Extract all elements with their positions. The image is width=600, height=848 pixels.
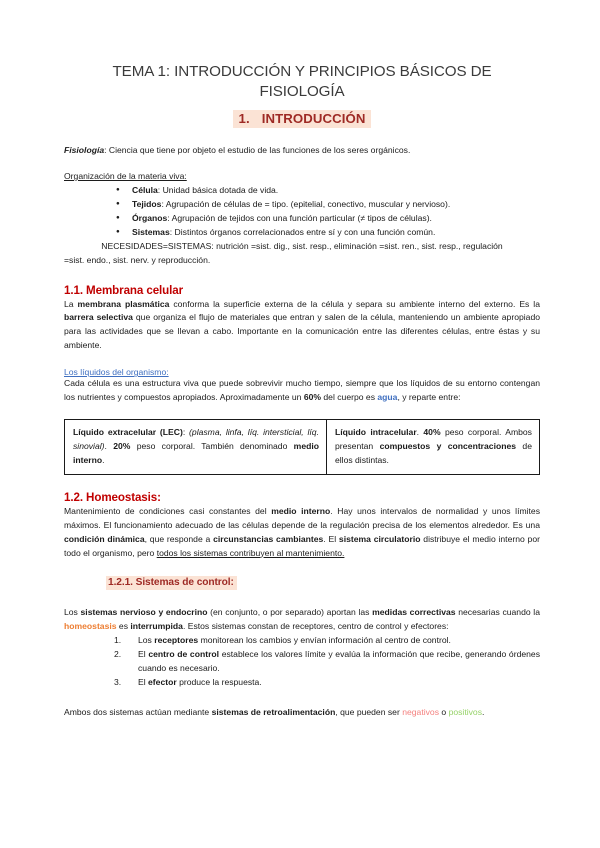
bold-fragment: 40%	[423, 427, 441, 438]
bold-fragment: sistema circulatorio	[338, 533, 421, 544]
bold-fragment: 60%	[303, 392, 322, 403]
bold-fragment: membrana plasmática	[77, 298, 170, 309]
underlined-fragment: todos los sistemas contribuyen al mantenimiento.	[156, 547, 345, 558]
organizacion-heading	[64, 170, 540, 184]
bold-fragment: circunstancias cambiantes	[213, 533, 324, 544]
text-fragment: Los	[138, 635, 155, 646]
text-fragment: necesarias cuando la	[455, 607, 540, 618]
table-cell-liquido-extracelular	[65, 420, 327, 475]
bold-fragment: Líquido intracelular	[334, 427, 417, 438]
text-fragment: peso corporal. Ambos presentan	[334, 427, 532, 451]
list-item	[116, 212, 540, 226]
organizacion-heading-label: Organización de la materia viva:	[64, 171, 187, 182]
page-title: TEMA 1: INTRODUCCIÓN Y PRINCIPIOS BÁSICOS DE FISIOLOGÍA	[112, 63, 492, 101]
highlight-negativos: negativos	[402, 707, 440, 718]
membrana-celular-paragraph	[64, 298, 540, 354]
text-fragment: o	[439, 707, 449, 718]
text-fragment: establece los valores límite y evalúa la información que recibe, generando órdenes cuando es necesario.	[138, 649, 540, 674]
liquidos-organismo-heading: Los líquidos del organismo:	[64, 367, 169, 378]
necesidades-line-2: =sist. endo., sist. nerv. y reproducción.	[64, 254, 211, 265]
italic-fragment: (plasma, linfa, líq. intersticial, líq. sinovial)	[73, 427, 319, 451]
bold-fragment: medio interno	[73, 440, 319, 465]
bold-fragment: centro de control	[148, 649, 220, 660]
text-fragment: Cada célula es una estructura viva que puede sobrevivir mucho tiempo, siempre que los líquidos de su entorno contengan los nutrientes y compuestos apropiados. Aproximadamente un	[64, 378, 540, 403]
bullet-text: : Agrupación de tejidos con una función particular (≠ tipos de células).	[167, 212, 432, 223]
fisiologia-definition-text: : Ciencia que tiene por objeto el estudio de las funciones de los seres orgánicos.	[104, 145, 411, 156]
bold-fragment: barrera selectiva	[64, 312, 133, 323]
bullet-term: Órganos	[132, 212, 168, 223]
bold-fragment: receptores	[154, 635, 199, 646]
homeostasis-paragraph	[64, 505, 540, 561]
bold-fragment: interrumpida	[130, 621, 183, 632]
heading-introduccion	[64, 110, 540, 128]
text-fragment: .	[416, 427, 424, 438]
fisiologia-definition	[64, 144, 540, 158]
text-fragment: produce la respuesta.	[176, 677, 262, 688]
bold-fragment: Líquido extracelular (LEC)	[73, 427, 183, 438]
text-fragment: El	[138, 677, 149, 688]
text-fragment: es	[116, 621, 131, 632]
fisiologia-term: Fisiología	[64, 145, 105, 156]
bold-fragment: medio interno	[271, 505, 331, 516]
text-fragment: monitorean los cambios y envían información al centro de control.	[198, 635, 451, 646]
text-fragment: Ambos dos sistemas actúan mediante	[64, 707, 212, 718]
text-fragment: Mantenimiento de condiciones casi constantes del	[64, 505, 272, 516]
table-row	[65, 420, 540, 475]
bold-fragment: 20%	[113, 440, 131, 451]
list-item	[114, 634, 540, 648]
heading-introduccion-number: 1.	[238, 111, 250, 127]
text-fragment: distribuye el medio interno por todo el organismo, pero	[64, 533, 540, 558]
text-fragment: .	[104, 440, 114, 451]
heading-sistemas-de-control-highlight: 1.2.1. Sistemas de control:	[106, 576, 237, 590]
heading-homeostasis: 1.2. Homeostasis:	[64, 490, 161, 504]
highlight-agua: agua	[377, 392, 398, 403]
table-cell-liquido-intracelular	[326, 420, 539, 475]
bold-fragment: medidas correctivas	[372, 607, 456, 618]
text-fragment: , que pueden ser	[335, 707, 403, 718]
heading-sistemas-de-control	[64, 576, 540, 590]
bullet-term: Sistemas	[132, 226, 170, 237]
text-fragment: . Hay unos intervalos de normalidad y unos límites máximos. El funcionamiento adecuado de las células depende de la regulación precisa de los elementos alrededor. Es una	[64, 505, 540, 530]
heading-introduccion-highlight	[233, 110, 372, 128]
bullet-text: : Agrupación de células de = tipo. (epitelial, conectivo, muscular y nervioso).	[161, 198, 451, 209]
bold-fragment: condición dinámica	[64, 533, 145, 544]
text-fragment: .	[482, 707, 485, 718]
bold-fragment: sistemas nervioso y endocrino	[80, 607, 208, 618]
highlight-positivos: positivos	[448, 707, 483, 718]
organizacion-bullet-list	[64, 184, 540, 240]
heading-introduccion-label: INTRODUCCIÓN	[261, 111, 366, 127]
text-fragment: La	[64, 298, 78, 309]
list-item	[116, 226, 540, 240]
list-item	[114, 648, 540, 676]
text-fragment: de ellos distintas.	[334, 440, 532, 465]
text-fragment: , que responde a	[144, 533, 214, 544]
text-fragment: conforma la superficie externa de la célula y separa su ambiente interno del externo. Es la	[169, 298, 541, 309]
bullet-text: : Distintos órganos correlacionados entre sí y con una función común.	[169, 226, 436, 237]
retroalimentacion-closing	[64, 706, 540, 720]
text-fragment: del cuerpo es	[321, 392, 378, 403]
text-fragment: , y reparte entre:	[397, 392, 461, 403]
sistemas-control-list	[64, 634, 540, 690]
text-fragment: El	[138, 649, 149, 660]
bullet-text: : Unidad básica dotada de vida.	[157, 184, 279, 195]
text-fragment: peso corporal. También denominado	[130, 440, 294, 451]
bold-fragment: compuestos y concentraciones	[379, 440, 517, 451]
bullet-term: Tejidos	[132, 198, 162, 209]
bold-fragment: efector	[148, 677, 177, 688]
bullet-term: Célula	[132, 184, 158, 195]
list-item	[116, 184, 540, 198]
text-fragment: que organiza el flujo de materiales que entran y salen de la célula, manteniendo un ambiente apropiado para las actividades que se llevan a cabo. Importante en la comunicación entre las diferentes células, entre éstas y su ambiente.	[64, 312, 540, 351]
liquidos-table	[64, 419, 540, 475]
bold-fragment: sistemas de retroalimentación	[211, 707, 336, 718]
text-fragment: (en conjunto, o por separado) aportan las	[207, 607, 373, 618]
text-fragment: :	[182, 427, 190, 438]
text-fragment: .	[102, 454, 105, 465]
list-item	[116, 198, 540, 212]
necesidades-line-1: NECESIDADES=SISTEMAS: nutrición =sist. dig., sist. resp., eliminación =sist. ren., sist. resp., regulación	[101, 240, 503, 251]
text-fragment: . Estos sistemas constan de receptores, centro de control y efectores:	[182, 621, 449, 632]
sistemas-control-intro	[64, 606, 540, 634]
heading-membrana-celular: 1.1. Membrana celular	[64, 283, 184, 297]
text-fragment: . El	[323, 533, 339, 544]
highlight-homeostasis: homeostasis	[64, 621, 117, 632]
text-fragment: Los	[64, 607, 81, 618]
list-item	[114, 676, 540, 690]
liquidos-organismo-paragraph	[64, 377, 540, 405]
